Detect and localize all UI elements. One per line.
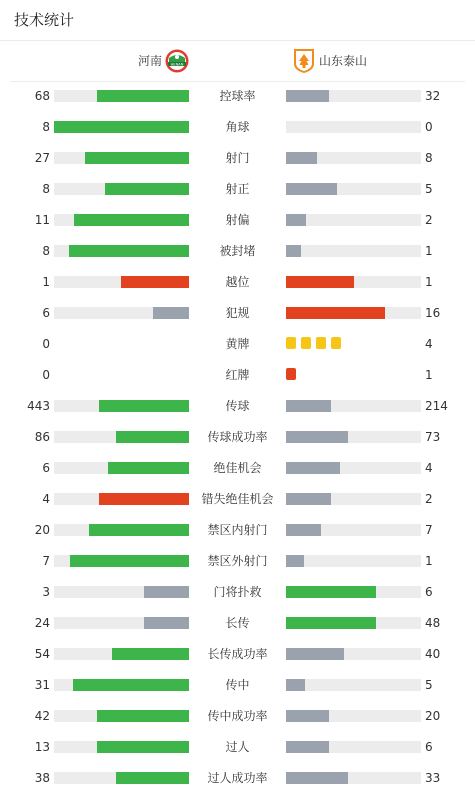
teams-header [0, 41, 475, 81]
away-value: 1 [425, 244, 433, 258]
home-value: 0 [42, 337, 50, 351]
away-value: 6 [425, 585, 433, 599]
home-value: 8 [42, 182, 50, 196]
home-value: 443 [27, 399, 50, 413]
home-value: 86 [34, 430, 50, 444]
away-bar [286, 400, 331, 412]
away-bar [286, 679, 305, 691]
stat-row [0, 329, 475, 360]
away-value: 6 [425, 740, 433, 754]
henan-club-badge-icon [165, 49, 189, 73]
home-bar-track [54, 90, 189, 102]
away-bar [286, 710, 329, 722]
stat-row [0, 701, 475, 732]
away-value: 0 [425, 120, 433, 134]
stat-row [0, 174, 475, 205]
stat-label: 传球 [225, 399, 250, 413]
stat-row [0, 267, 475, 298]
away-bar-track [286, 741, 421, 753]
away-value: 8 [425, 151, 433, 165]
home-value: 11 [34, 213, 50, 227]
stat-row [0, 763, 475, 794]
home-value: 38 [34, 771, 50, 785]
stat-row [0, 546, 475, 577]
stat-row [0, 422, 475, 453]
home-bar [97, 90, 189, 102]
stat-label: 传中 [225, 678, 250, 692]
home-bar [108, 462, 189, 474]
away-bar [286, 183, 337, 195]
away-bar [286, 431, 348, 443]
red-card-icon [286, 368, 296, 380]
away-bar-track [286, 493, 421, 505]
home-value: 4 [42, 492, 50, 506]
away-bar [286, 90, 329, 102]
stat-row [0, 515, 475, 546]
home-value: 68 [34, 89, 50, 103]
stat-label: 控球率 [219, 89, 256, 103]
home-value: 13 [34, 740, 50, 754]
away-bar [286, 245, 301, 257]
away-bar-track [286, 524, 421, 536]
home-bar [153, 307, 189, 319]
stat-label: 射偏 [225, 213, 250, 227]
home-bar [73, 679, 189, 691]
stat-label: 越位 [225, 275, 250, 289]
away-value: 16 [425, 306, 441, 320]
away-bar-track [286, 90, 421, 102]
away-bar-track [286, 214, 421, 226]
away-bar-track [286, 152, 421, 164]
home-value: 24 [34, 616, 50, 630]
stat-row [0, 577, 475, 608]
home-bar-track [54, 772, 189, 784]
home-bar-track [54, 152, 189, 164]
home-bar [116, 431, 189, 443]
home-value: 0 [42, 368, 50, 382]
away-bar-track [286, 400, 421, 412]
home-bar [99, 493, 189, 505]
stat-label: 角球 [225, 120, 250, 134]
away-value: 2 [425, 213, 433, 227]
home-value: 6 [42, 461, 50, 475]
away-bar-track [286, 617, 421, 629]
away-bar-track [286, 772, 421, 784]
away-value: 20 [425, 709, 441, 723]
home-value: 8 [42, 244, 50, 258]
home-value: 54 [34, 647, 50, 661]
page-title: 技术统计 [14, 11, 75, 29]
yellow-card-icon [301, 337, 311, 349]
home-value: 8 [42, 120, 50, 134]
stat-row [0, 453, 475, 484]
stat-row [0, 670, 475, 701]
home-bar [144, 586, 189, 598]
away-value: 5 [425, 678, 433, 692]
yellow-card-icon [331, 337, 341, 349]
stat-row [0, 81, 475, 112]
home-bar-track [54, 648, 189, 660]
home-bar-track [54, 555, 189, 567]
home-bar [54, 121, 189, 133]
stat-label: 长传 [225, 616, 250, 630]
away-bar-track [286, 307, 421, 319]
home-bar-track [54, 121, 189, 133]
stat-row [0, 205, 475, 236]
stat-label: 长传成功率 [207, 647, 268, 661]
away-bar-track [286, 679, 421, 691]
away-value: 1 [425, 554, 433, 568]
home-bar [69, 245, 189, 257]
away-bar-track [286, 183, 421, 195]
home-bar-track [54, 276, 189, 288]
home-bar [97, 710, 189, 722]
away-value: 5 [425, 182, 433, 196]
stat-label: 红牌 [225, 368, 250, 382]
stat-label: 过人成功率 [207, 771, 268, 785]
stat-label: 传球成功率 [207, 430, 268, 444]
stat-label: 过人 [225, 740, 250, 754]
stat-row [0, 639, 475, 670]
away-value: 48 [425, 616, 441, 630]
away-cards [286, 368, 301, 382]
away-bar [286, 772, 348, 784]
home-bar [121, 276, 189, 288]
home-bar [85, 152, 189, 164]
away-bar-track [286, 431, 421, 443]
away-bar-track [286, 121, 421, 133]
home-bar [99, 400, 189, 412]
away-bar-track [286, 648, 421, 660]
away-value: 214 [425, 399, 448, 413]
away-bar [286, 617, 376, 629]
stat-row [0, 484, 475, 515]
home-team-name: 河南 [137, 54, 162, 68]
stat-label: 犯规 [225, 306, 250, 320]
away-value: 1 [425, 368, 433, 382]
away-value: 7 [425, 523, 433, 537]
stat-label: 禁区内射门 [207, 523, 268, 537]
away-bar [286, 307, 385, 319]
away-bar-track [286, 710, 421, 722]
stat-row [0, 732, 475, 763]
away-value: 40 [425, 647, 441, 661]
home-bar [70, 555, 189, 567]
away-bar-track [286, 245, 421, 257]
away-bar-track [286, 462, 421, 474]
away-bar [286, 214, 306, 226]
home-bar-track [54, 400, 189, 412]
home-bar [144, 617, 189, 629]
stat-label: 传中成功率 [207, 709, 268, 723]
home-value: 20 [34, 523, 50, 537]
home-bar-track [54, 245, 189, 257]
stat-label: 黄牌 [225, 337, 250, 351]
away-bar-track [286, 276, 421, 288]
home-value: 27 [34, 151, 50, 165]
home-bar [97, 741, 189, 753]
away-bar [286, 462, 340, 474]
away-value: 33 [425, 771, 441, 785]
home-bar-track [54, 524, 189, 536]
stat-row [0, 608, 475, 639]
stat-row [0, 391, 475, 422]
away-bar [286, 555, 304, 567]
stat-label: 禁区外射门 [207, 554, 268, 568]
home-value: 7 [42, 554, 50, 568]
home-value: 6 [42, 306, 50, 320]
away-bar-track [286, 586, 421, 598]
away-bar [286, 152, 317, 164]
away-cards [286, 337, 346, 351]
home-value: 31 [34, 678, 50, 692]
away-value: 1 [425, 275, 433, 289]
yellow-card-icon [286, 337, 296, 349]
stat-label: 门将扑救 [213, 585, 262, 599]
home-bar-track [54, 493, 189, 505]
stat-label: 射正 [225, 182, 250, 196]
home-bar [89, 524, 189, 536]
stat-row [0, 236, 475, 267]
stat-row [0, 112, 475, 143]
away-bar [286, 493, 331, 505]
home-bar [112, 648, 189, 660]
stat-row [0, 298, 475, 329]
stats-list [0, 81, 475, 794]
away-value: 4 [425, 461, 433, 475]
stat-label: 绝佳机会 [213, 461, 262, 475]
home-value: 1 [42, 275, 50, 289]
home-bar [74, 214, 189, 226]
stat-label: 射门 [225, 151, 250, 165]
away-value: 32 [425, 89, 441, 103]
home-bar-track [54, 617, 189, 629]
away-bar-track [286, 555, 421, 567]
away-value: 73 [425, 430, 441, 444]
away-bar [286, 741, 329, 753]
away-value: 4 [425, 337, 433, 351]
home-bar [116, 772, 189, 784]
away-bar [286, 276, 354, 288]
stat-row [0, 360, 475, 391]
home-bar [105, 183, 189, 195]
home-bar-track [54, 462, 189, 474]
away-value: 2 [425, 492, 433, 506]
away-team-name: 山东泰山 [319, 54, 368, 68]
stat-label: 被封堵 [219, 244, 256, 258]
yellow-card-icon [316, 337, 326, 349]
svg-text:HENAN: HENAN [170, 62, 184, 67]
shandong-taishan-badge-icon [293, 48, 315, 74]
home-bar-track [54, 741, 189, 753]
home-bar-track [54, 307, 189, 319]
home-value: 42 [34, 709, 50, 723]
away-bar [286, 648, 344, 660]
stat-row [0, 143, 475, 174]
home-bar-track [54, 710, 189, 722]
home-bar-track [54, 214, 189, 226]
home-bar-track [54, 183, 189, 195]
home-bar-track [54, 679, 189, 691]
home-value: 3 [42, 585, 50, 599]
away-bar [286, 524, 321, 536]
stat-label: 错失绝佳机会 [201, 492, 274, 506]
home-bar-track [54, 586, 189, 598]
away-bar [286, 586, 376, 598]
home-bar-track [54, 431, 189, 443]
